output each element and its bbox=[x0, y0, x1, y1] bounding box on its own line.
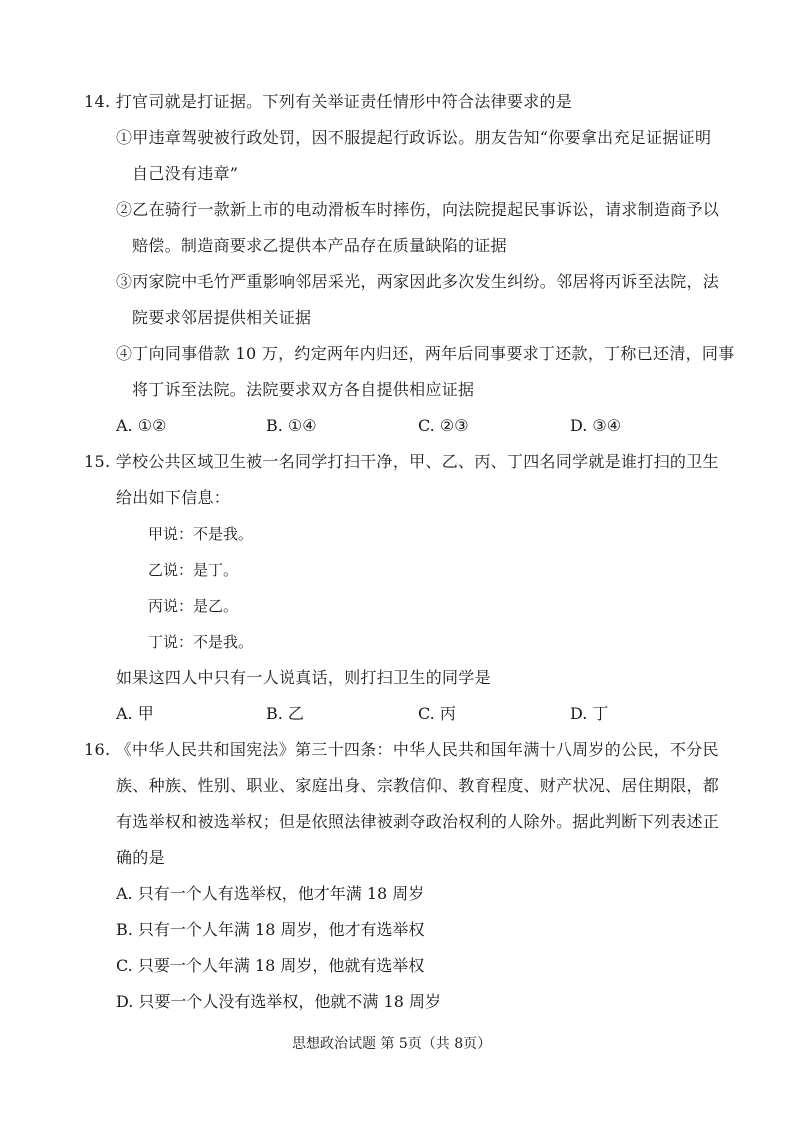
q15-stem-line-2: 给出如下信息： bbox=[116, 488, 231, 507]
q16-option-c: C. 只要一个人年满 18 周岁，他就有选举权 bbox=[116, 956, 425, 975]
q16-option-b: B. 只有一个人年满 18 周岁，他才有选举权 bbox=[116, 920, 425, 939]
q14-item-1-line-1: ①甲违章驾驶被行政处罚，因不服提起行政诉讼。朋友告知“你要拿出充足证据证明 bbox=[116, 128, 712, 147]
q16-option-d: D. 只要一个人没有选举权，他就不满 18 周岁 bbox=[116, 992, 441, 1011]
q14-item-4-line-2: 将丁诉至法院。法院要求双方各自提供相应证据 bbox=[132, 380, 475, 399]
q14-stem: 14. 打官司就是打证据。下列有关举证责任情形中符合法律要求的是 bbox=[84, 92, 573, 111]
q14-option-b: B. ①④ bbox=[266, 416, 317, 435]
q14-item-1-line-2: 自己没有违章” bbox=[132, 164, 239, 183]
q15-option-d: D. 丁 bbox=[570, 704, 609, 723]
q15-stem-line-1: 15. 学校公共区域卫生被一名同学打扫干净，甲、乙、丙、丁四名同学就是谁打扫的卫生 bbox=[84, 452, 719, 471]
q14-option-c: C. ②③ bbox=[418, 416, 469, 435]
q15-option-b: B. 乙 bbox=[266, 704, 304, 723]
q15-option-c: C. 丙 bbox=[418, 704, 456, 723]
q16-option-a: A. 只有一个人有选举权，他才年满 18 周岁 bbox=[116, 884, 425, 903]
q14-item-3-line-1: ③丙家院中毛竹严重影响邻居采光，两家因此多次发生纠纷。邻居将丙诉至法院，法 bbox=[116, 272, 720, 291]
q15-statement-jia: 甲说：不是我。 bbox=[148, 525, 254, 543]
q14-item-2-line-2: 赔偿。制造商要求乙提供本产品存在质量缺陷的证据 bbox=[132, 236, 507, 255]
q15-statement-ding: 丁说：不是我。 bbox=[148, 633, 254, 651]
q16-stem-line-1: 16. 《中华人民共和国宪法》第三十四条：中华人民共和国年满十八周岁的公民，不分民 bbox=[84, 740, 719, 759]
q14-item-2-line-1: ②乙在骑行一款新上市的电动滑板车时摔伤，向法院提起民事诉讼，请求制造商予以 bbox=[116, 200, 720, 219]
q15-option-a: A. 甲 bbox=[116, 704, 154, 723]
page-footer: 思想政治试题 第 5页（共 8页） bbox=[292, 1036, 492, 1052]
q16-stem-line-4: 确的是 bbox=[116, 848, 165, 867]
q14-option-d: D. ③④ bbox=[570, 416, 622, 435]
q15-statement-yi: 乙说：是丁。 bbox=[148, 561, 239, 579]
q15-statement-bing: 丙说：是乙。 bbox=[148, 597, 239, 615]
q14-option-a: A. ①② bbox=[116, 416, 167, 435]
q14-item-4-line-1: ④丁向同事借款 10 万，约定两年内归还，两年后同事要求丁还款，丁称已还清，同事 bbox=[116, 344, 735, 363]
q15-question: 如果这四人中只有一人说真话，则打扫卫生的同学是 bbox=[116, 668, 491, 687]
q14-item-3-line-2: 院要求邻居提供相关证据 bbox=[132, 308, 312, 327]
q16-stem-line-2: 族、种族、性别、职业、家庭出身、宗教信仰、教育程度、财产状况、居住期限，都 bbox=[116, 776, 720, 795]
q16-stem-line-3: 有选举权和被选举权；但是依照法律被剥夺政治权利的人除外。据此判断下列表述正 bbox=[116, 812, 720, 831]
